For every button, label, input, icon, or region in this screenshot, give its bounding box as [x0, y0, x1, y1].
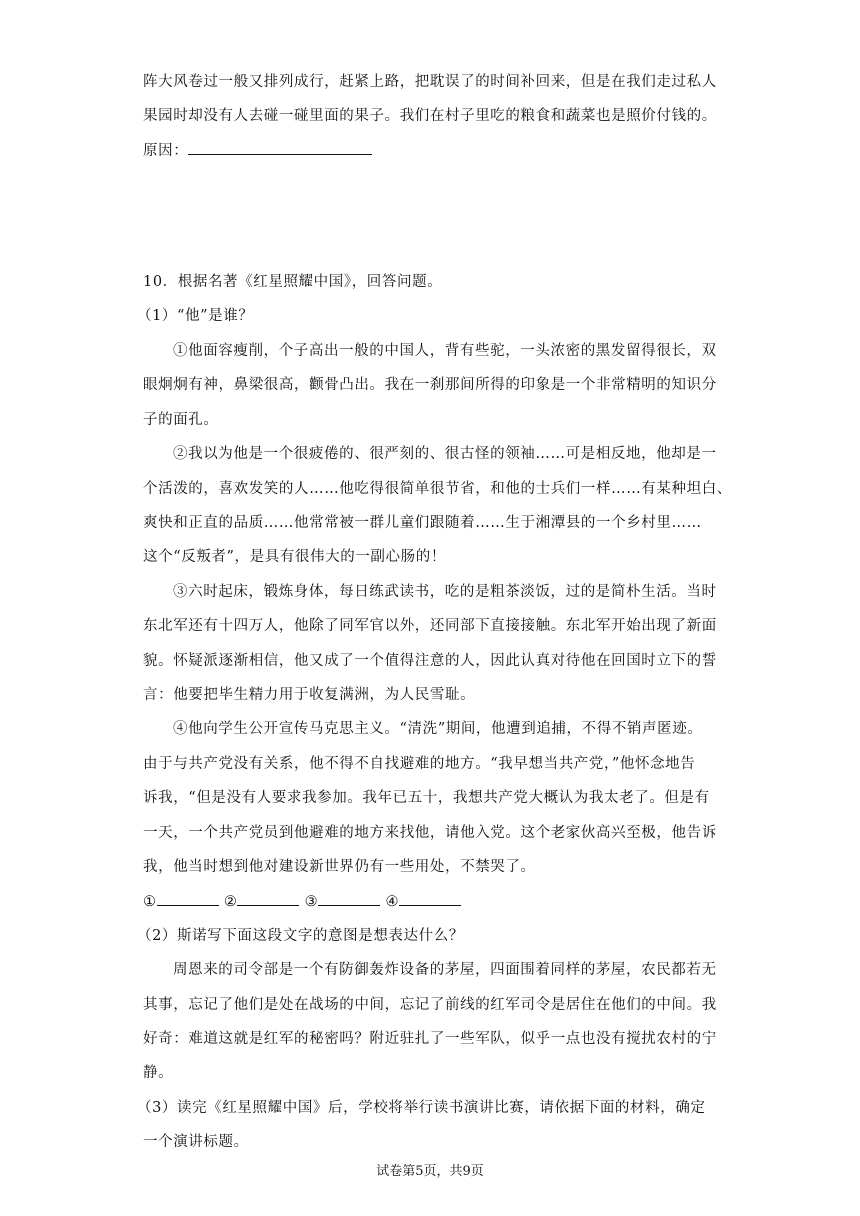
passage-2-line: 个活泼的，喜欢发笑的人……他吃得很简单很节省，和他的士兵们一样……有某种坦白、 — [143, 481, 732, 497]
passage-4-line: 诉我，“但是没有人要求我参加。我年已五十，我想共产党大概认为我太老了。但是有 — [143, 790, 710, 806]
answer-label-3: ③ — [304, 894, 319, 910]
page-footer: 试卷第5页，共9页 — [376, 1164, 484, 1179]
passage-4-line: 一天，一个共产党员到他避难的地方来找他，请他入党。这个老家伙高兴至极，他告诉 — [143, 825, 717, 841]
answer-blank-4[interactable] — [399, 891, 461, 906]
passage-2-line: 爽快和正直的品质……他常常被一群儿童们跟随着……生于湘潭县的一个乡村里…… — [143, 515, 702, 531]
passage-line: 果园时却没有人去碰一碰里面的果子。我们在村子里吃的粮食和蔬菜也是照价付钱的。 — [143, 108, 717, 124]
answer-blank-3[interactable] — [318, 891, 380, 906]
answer-blank-1[interactable] — [157, 891, 219, 906]
answer-label-1: ① — [143, 894, 157, 910]
passage-4-line: 由于与共产党没有关系，他不得不自找避难的地方。“我早想当共产党，”他怀念地告 — [143, 756, 696, 772]
passage-3-line: ③六时起床，锻炼身体，每日练武读书，吃的是粗茶淡饭，过的是简朴生活。当时 — [173, 584, 717, 600]
reason-label: 原因： — [143, 143, 189, 159]
passage-3-line: 言：他要把毕生精力用于收复满洲，为人民雪耻。 — [143, 687, 476, 703]
answer-blanks-row — [143, 891, 723, 912]
quoted-passage-line: 其事，忘记了他们是处在战场的中间，忘记了前线的红军司令是居住在他们的中间。我 — [143, 997, 717, 1013]
passage-4-line: ④他向学生公开宣传马克思主义。“清洗”期间，他遭到追捕，不得不销声匿迹。 — [173, 721, 703, 737]
passage-2-line: 这个“反叛者”，是具有很伟大的一副心肠的！ — [143, 549, 446, 565]
passage-line: 阵大风卷过一般又排列成行，赶紧上路，把耽误了的时间补回来，但是在我们走过私人 — [143, 74, 717, 90]
question-10-3-prompt: 一个演讲标题。 — [143, 1134, 249, 1150]
reason-answer-line — [143, 140, 723, 161]
question-10-3-prompt: （3）读完《红星照耀中国》后，学校将举行读书演讲比赛，请依据下面的材料，确定 — [137, 1100, 706, 1116]
question-10-title: 10．根据名著《红星照耀中国》，回答问题。 — [143, 274, 443, 290]
reason-answer-blank[interactable] — [188, 140, 372, 155]
passage-1-line: 眼炯炯有神，鼻梁很高，颧骨凸出。我在一刹那间所得的印象是一个非常精明的知识分 — [143, 377, 717, 393]
quoted-passage-line: 周恩来的司令部是一个有防御轰炸设备的茅屋，四面围着同样的茅屋，农民都若无 — [173, 962, 717, 978]
passage-2-line: ②我以为他是一个很疲倦的、很严刻的、很古怪的领袖……可是相反地，他却是一 — [173, 446, 717, 462]
passage-3-line: 貌。怀疑派逐渐相信，他又成了一个值得注意的人，因此认真对待他在回国时立下的誓 — [143, 653, 717, 669]
passage-4-line: 我，他当时想到他对建设新世界仍有一些用处，不禁哭了。 — [143, 859, 536, 875]
passage-1-line: ①他面容瘦削，个子高出一般的中国人，背有些驼，一头浓密的黑发留得很长，双 — [173, 343, 717, 359]
passage-3-line: 东北军还有十四万人，他除了同军官以外，还同部下直接接触。东北军开始出现了新面 — [143, 618, 717, 634]
answer-blank-2[interactable] — [237, 891, 299, 906]
answer-label-4: ④ — [385, 894, 400, 910]
quoted-passage-line: 静。 — [143, 1065, 174, 1081]
question-10-1-prompt: （1）“他”是谁？ — [137, 308, 254, 324]
passage-1-line: 子的面孔。 — [143, 412, 219, 428]
question-10-2-prompt: （2）斯诺写下面这段文字的意图是想表达什么？ — [137, 928, 464, 944]
answer-label-2: ② — [223, 894, 238, 910]
quoted-passage-line: 好奇：难道这就是红军的秘密吗？附近驻扎了一些军队，似乎一点也没有搅扰农村的宁 — [143, 1031, 717, 1047]
